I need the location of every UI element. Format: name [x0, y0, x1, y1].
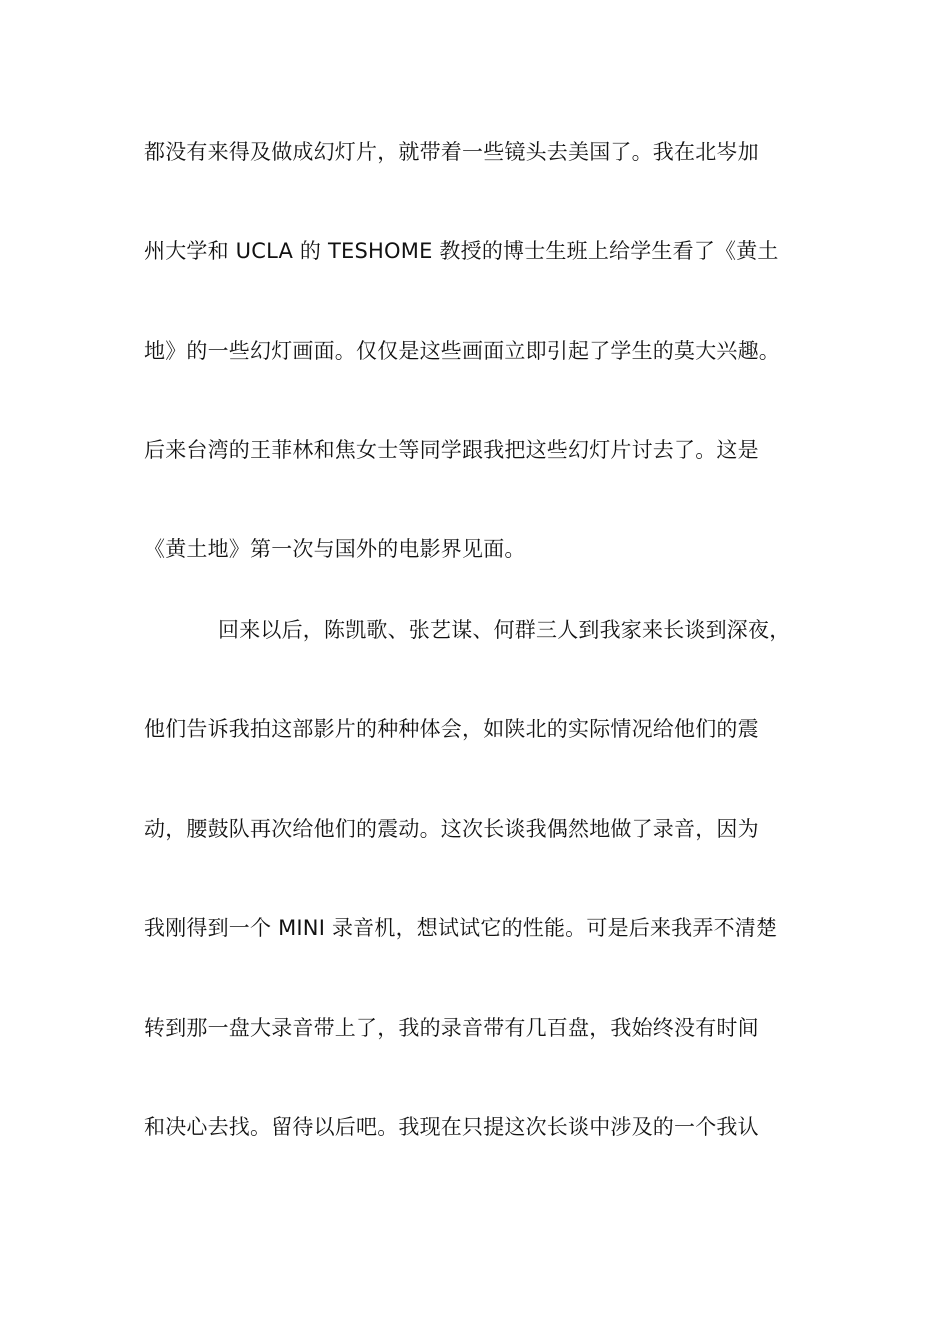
- text-line-5: 《黄土地》第一次与国外的电影界见面。: [144, 537, 526, 561]
- text-line-10: 转到那一盘大录音带上了，我的录音带有几百盘，我始终没有时间: [144, 1016, 759, 1040]
- text-line-8: 动，腰鼓队再次给他们的震动。这次长谈我偶然地做了录音，因为: [144, 817, 759, 841]
- text-line-7: 他们告诉我拍这部影片的种种体会，如陕北的实际情况给他们的震: [144, 717, 759, 741]
- text-line-9: 我刚得到一个 MINI 录音机，想试试它的性能。可是后来我弄不清楚: [144, 916, 778, 940]
- text-line-2: 州大学和 UCLA 的 TESHOME 教授的博士生班上给学生看了《黄土: [144, 239, 779, 263]
- text-line-4: 后来台湾的王菲林和焦女士等同学跟我把这些幻灯片讨去了。这是: [144, 438, 759, 462]
- text-line-1: 都没有来得及做成幻灯片，就带着一些镜头去美国了。我在北岑加: [144, 140, 759, 164]
- text-line-3: 地》的一些幻灯画面。仅仅是这些画面立即引起了学生的莫大兴趣。: [144, 339, 780, 363]
- text-line-6: 回来以后，陈凯歌、张艺谋、何群三人到我家来长谈到深夜，: [218, 618, 791, 642]
- text-line-11: 和决心去找。留待以后吧。我现在只提这次长谈中涉及的一个我认: [144, 1115, 759, 1139]
